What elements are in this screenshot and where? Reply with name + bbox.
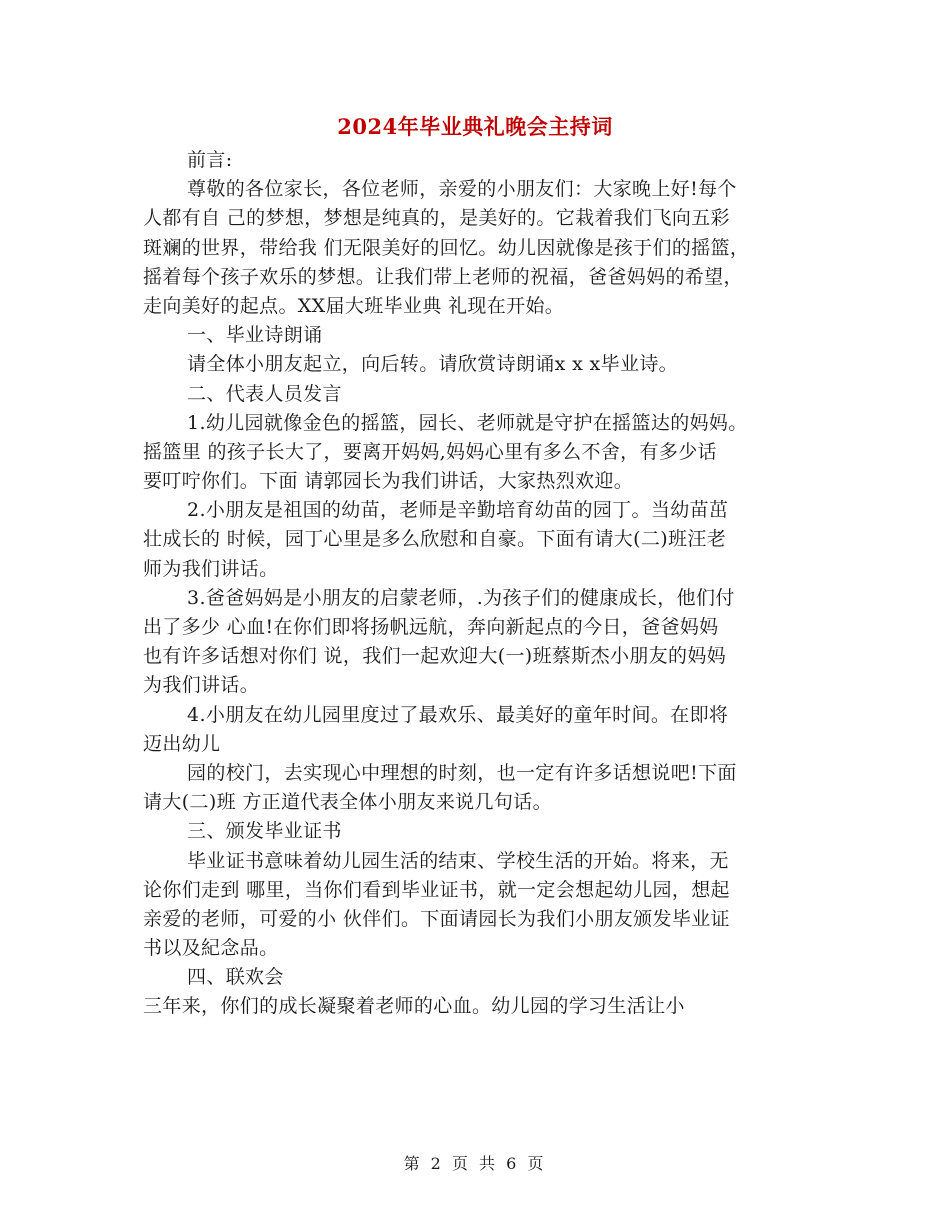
text-line: 论你们走到 哪里，当你们看到毕业证书，就一定会想起幼儿园，想起 [143, 878, 730, 901]
text-line: 出了多少 心血!在你们即将扬帆远航，奔向新起点的今日，爸爸妈妈 [143, 616, 719, 638]
section-heading: 四、联欢会 [187, 966, 284, 989]
text-line: 摇篮里 的孩子长大了，要离开妈妈,妈妈心里有多么不舍，有多少话 [143, 440, 717, 463]
text-line: 人都有自 己的梦想，梦想是纯真的，是美好的。它栽着我们飞向五彩 [143, 207, 730, 230]
text-line: 书以及紀念品。 [143, 937, 279, 960]
text-line: 4.小朋友在幼儿园里度过了最欢乐、最美好的童年时间。在即将 [187, 703, 729, 726]
text-line: 也有许多话想对你们 说，我们一起欢迎大(一)班蔡斯杰小朋友的妈妈 [143, 645, 727, 668]
text-line: 走向美好的起点。XX届大班毕业典 礼现在开始。 [143, 294, 565, 317]
text-line: 前言: [187, 149, 233, 171]
text-line: 亲爱的老师，可爱的小 伙伴们。下面请园长为我们小朋友颁发毕业证 [143, 907, 730, 930]
text-line: 2.小朋友是祖国的幼苗，老师是辛勤培育幼苗的园丁。当幼苗茁 [187, 499, 729, 522]
text-line: 为我们讲话。 [143, 674, 260, 697]
text-line: 三年来，你们的成长凝聚着老师的心血。幼儿园的学习生活让小 [143, 995, 685, 1018]
section-heading: 三、颁发毕业证书 [187, 820, 342, 843]
text-line: 1.幼儿园就像金色的摇篮，园长、老师就是守护在摇篮达的妈妈。 [187, 411, 748, 434]
text-line: 迈出幼儿 [143, 732, 221, 755]
document-body [143, 146, 808, 1022]
text-line: 要叮咛你们。下面 请郭园长为我们讲话，大家热烈欢迎。 [143, 470, 634, 493]
document-title: 2024年毕业典礼晚会主持词 [337, 114, 613, 139]
text-line: 摇着每个孩子欢乐的梦想。让我们带上老师的祝福，爸爸妈妈的希望， [143, 265, 743, 288]
text-line: 斑斓的世界，带给我 们无限美好的回忆。幼儿因就像是孩于们的摇篮， [143, 236, 750, 259]
page-footer: 第 2 页 共 6 页 [403, 1154, 547, 1173]
text-line: 师为我们讲话。 [143, 557, 279, 580]
section-heading: 一、毕业诗朗诵 [187, 324, 323, 347]
text-line: 请大(二)班 方正道代表全体小朋友来说几句话。 [143, 791, 552, 814]
text-line: 壮成长的 时候，园丁心里是多么欣慰和自豪。下面有请大(二)班汪老 [143, 528, 727, 551]
text-line: 毕业证书意味着幼儿园生活的结束、学校生活的开始。将来，无 [187, 849, 729, 872]
text-line: 请全体小朋友起立，向后转。请欣赏诗朗诵x x x毕业诗。 [187, 353, 679, 376]
text-line: 尊敬的各位家长，各位老师，亲爱的小朋友们：大家晚上好!每个 [187, 178, 737, 201]
section-heading: 二、代表人员发言 [187, 382, 342, 405]
text-line: 3.爸爸妈妈是小朋友的启蒙老师，.为孩子们的健康成长，他们付 [187, 586, 735, 609]
text-line: 园的校门，去实现心中理想的时刻，也一定有许多话想说吧!下面 [187, 761, 737, 784]
